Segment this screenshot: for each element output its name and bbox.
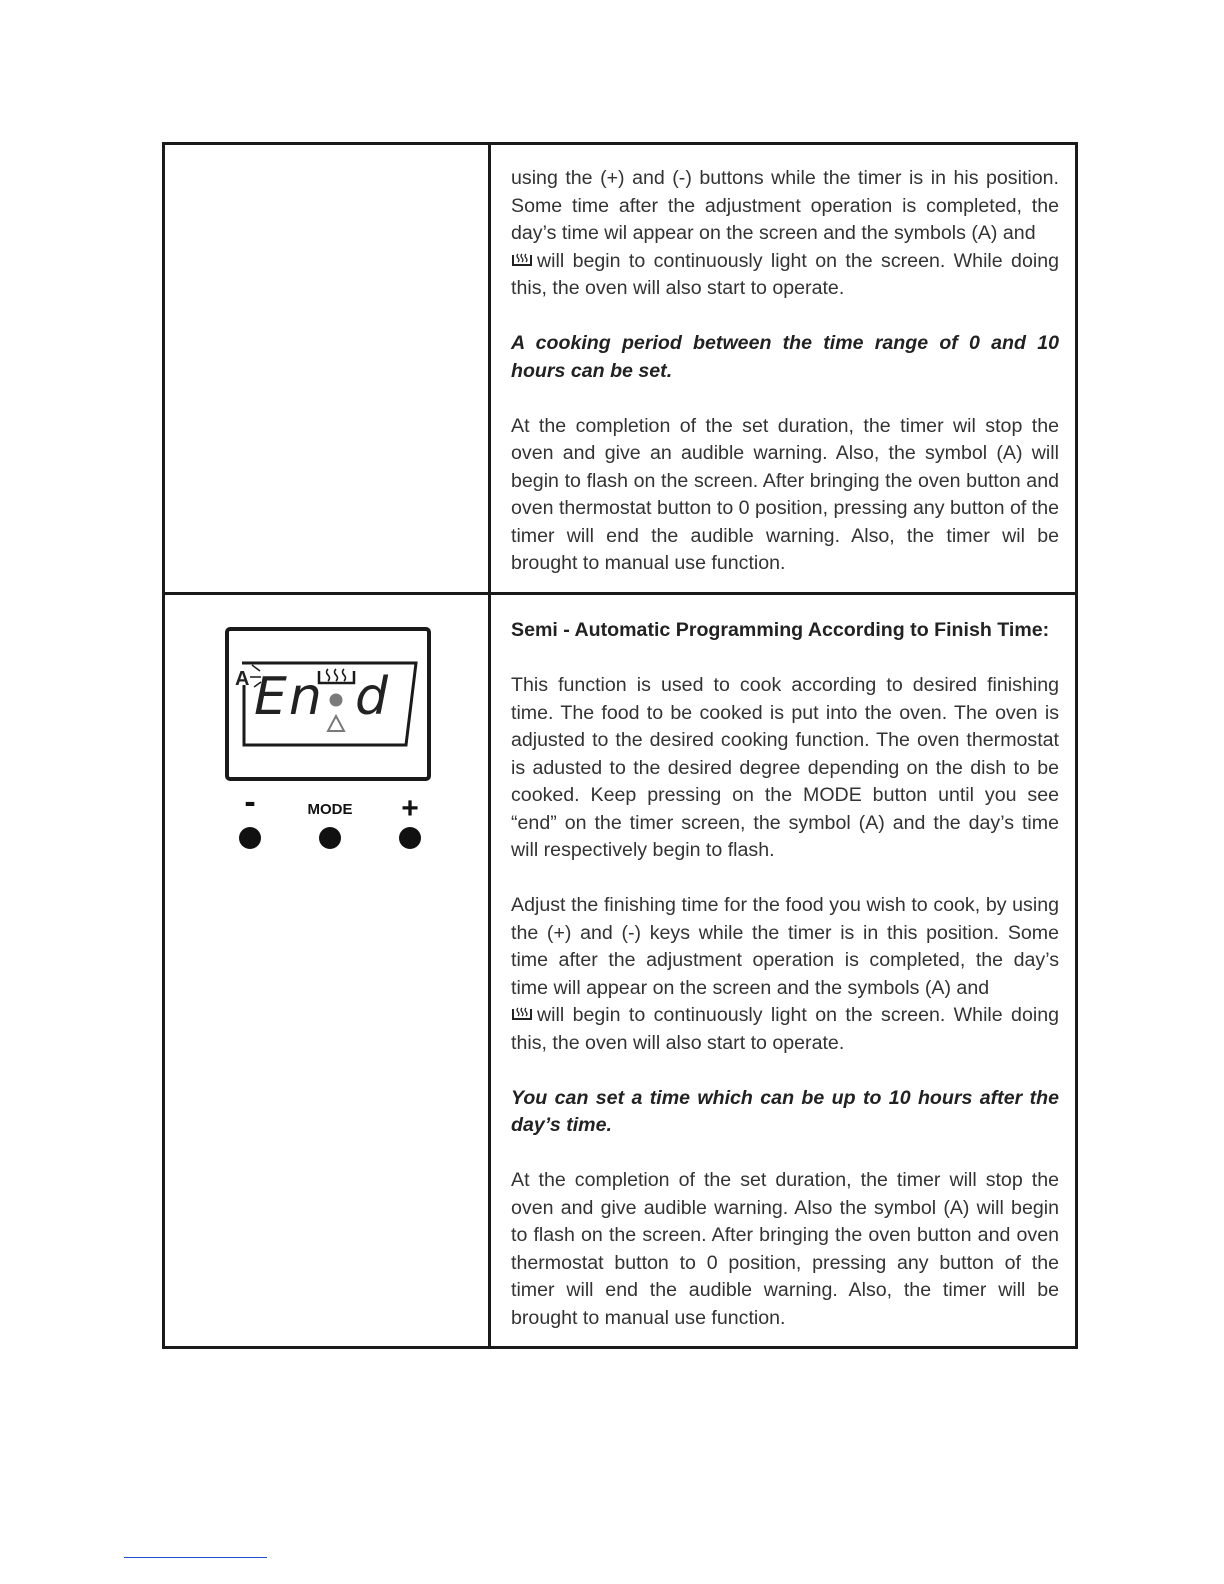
row1-text-cell [511,165,1059,578]
row1-para1-start: using the (+) and (-) buttons while the timer is in his position. Some time after the adjustment operation is completed, the day’s time wil appear on the screen and the symbols (A) and [511,167,1059,244]
row2-paragraph-1: This function is used to cook according to desired finishing time. The food to be cooked is put into the oven. The oven is adjusted to the desired cooking function. The oven thermostat is adusted to the desired degree depending on the dish to be cooked. Keep pressing on the MODE button until you see “end” on the timer screen, the symbol (A) and the day’s time will respectively begin to flash. [511,674,1059,861]
row1-paragraph-2: At the completion of the set duration, the timer wil stop the oven and give an audible warning. Also, the symbol (A) will begin to flash on the screen. After bringing the oven button and oven thermostat button to 0 position, pressing any button of the timer will end the audible warning. Also, the timer wil be brought to manual use function. [511,414,1059,574]
row2-text-cell [511,617,1059,1332]
row2-note: You can set a time which can be up to 10 hours after the day’s time. [511,1086,1059,1136]
row2-paragraph-2 [511,892,1059,1057]
plus-button-label: + [401,792,419,825]
minus-button-label: - [244,783,256,821]
footnote-separator-line [124,1557,267,1558]
display-text-en: En [254,667,324,727]
row2-paragraph-3: At the completion of the set duration, the timer will stop the oven and give audible warning. Also the symbol (A) will begin to flash on the screen. After bringing the oven button and oven thermostat button to 0 position, pressing any button of the timer will end the audible warning. Also, the timer will be brought to manual use function. [511,1169,1059,1329]
row2-para2-end: will begin to continuously light on the screen. While doing this, the oven will also start to operate. [511,1004,1059,1054]
timer-display-diagram [220,623,440,853]
row1-paragraph-1 [511,165,1059,303]
oven-heat-icon [511,252,533,268]
column-divider [488,145,491,1346]
symbol-a-label: A [235,668,250,690]
instruction-table [162,142,1078,1349]
oven-heat-icon [511,1006,533,1022]
section-heading: Semi - Automatic Programming According to Finish Time: [511,619,1050,641]
mode-button-label: MODE [307,801,353,818]
row-divider [165,592,1075,595]
row1-note: A cooking period between the time range of 0 and 10 hours can be set. [511,332,1059,382]
display-text-d: d [355,667,391,727]
row1-para1-end: will begin to continuously light on the screen. While doing this, the oven will also start to operate. [511,249,1059,299]
row2-para2-start: Adjust the finishing time for the food you wish to cook, by using the (+) and (-) keys while the timer is in this position. Some time after the adjustment operation is completed, the day’s time will appear on the screen and the symbols (A) and [511,894,1059,999]
